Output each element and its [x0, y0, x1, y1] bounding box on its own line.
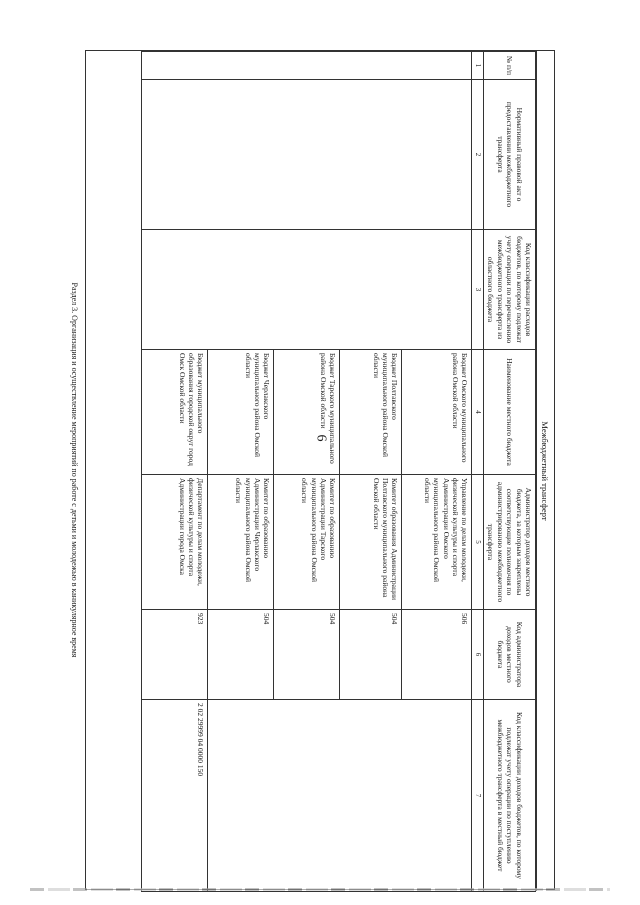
budget-cell: Бюджет Черлакского муниципального района Омской области [208, 350, 274, 475]
transfer-table [141, 51, 536, 892]
scan-artifact-line [30, 888, 610, 891]
page-number: 6 [313, 434, 328, 442]
income-code-cell: 2 02 29999 04 0000 150 [142, 700, 208, 892]
budget-cell: Бюджет Тарского муниципального района Омской области [274, 350, 340, 475]
header-cell: Код классификации расходов бюджетов, по которому подлежат учету операции по перечислению межбюджетного трансферта из областного бюджета [484, 230, 536, 350]
table-row [402, 52, 472, 892]
column-number: 2 [472, 80, 484, 230]
header-cell: Код классификации доходов бюджетов, по которому подлежат учету операции по поступлению межбюджетного трансферта в местный бюджет [484, 700, 536, 892]
header-cell: Наименование местного бюджета [484, 350, 536, 475]
header-cell: № п/п [484, 52, 536, 80]
budget-cell: Бюджет Полтавского муниципального района Омской области [340, 350, 402, 475]
header-row [484, 52, 536, 892]
admin-code-cell: 504 [274, 610, 340, 700]
expense-code-cell [142, 230, 472, 350]
budget-cell: Бюджет муниципального образования городской округ город Омск Омской области [142, 350, 208, 475]
column-number: 5 [472, 475, 484, 610]
admin-code-cell: 923 [142, 610, 208, 700]
header-cell: Нормативный правовой акт о предоставлении межбюджетного трансферта [484, 80, 536, 230]
administrator-cell: Комитет по образованию Администрации Черлакского муниципального района Омской области [208, 475, 274, 610]
admin-code-cell: 504 [340, 610, 402, 700]
row-number-cell [142, 52, 472, 80]
admin-code-cell: 506 [402, 610, 472, 700]
header-cell: Код администратора доходов местного бюджета [484, 610, 536, 700]
section-title: Раздел 3. Организация и осуществление мероприятий по работе с детьми и молодежью в каникулярное время [70, 282, 79, 658]
rotated-sheet [55, 50, 555, 890]
table-caption: Межбюджетный трансферт [536, 51, 554, 891]
column-number: 1 [472, 52, 484, 80]
budget-cell: Бюджет Омского муниципального района Омской области [402, 350, 472, 475]
column-number: 4 [472, 350, 484, 475]
column-number: 7 [472, 700, 484, 892]
admin-code-cell: 504 [208, 610, 274, 700]
table-frame [85, 50, 555, 890]
column-number: 3 [472, 230, 484, 350]
column-number-row [472, 52, 484, 892]
administrator-cell: Управление по делам молодежи, физической культуры и спорта Администрации Омского муниципального района Омской области [402, 475, 472, 610]
income-code-cell [208, 700, 472, 892]
administrator-cell: Комитет по образованию Администрации Тарского муниципального района Омской области [274, 475, 340, 610]
administrator-cell: Департамент по делам молодежи, физической культуры и спорта Администрации города Омска [142, 475, 208, 610]
header-cell: Администратор доходов местного бюджета, за которым закреплены соответствующие полномочия по администрированию межбюджетного трансферта [484, 475, 536, 610]
column-number: 6 [472, 610, 484, 700]
legal-act-cell [142, 80, 472, 230]
administrator-cell: Комитет образования Администрации Полтавского муниципального района Омской области [340, 475, 402, 610]
